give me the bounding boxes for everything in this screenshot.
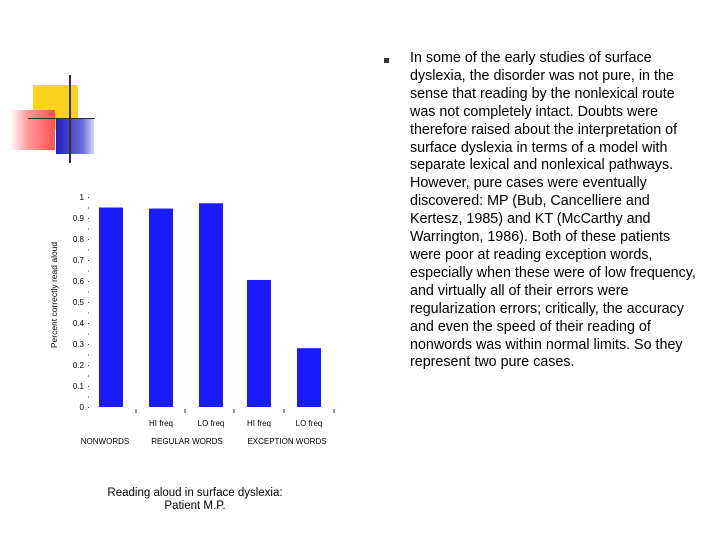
y-minor-tick bbox=[88, 397, 89, 398]
x-tick-label: HI freq bbox=[246, 419, 272, 428]
y-tick-mark bbox=[88, 239, 89, 240]
bar-2 bbox=[149, 209, 173, 407]
y-tick-mark bbox=[88, 344, 89, 345]
y-tick-label: 0.7 bbox=[72, 256, 84, 265]
y-tick-mark bbox=[88, 323, 89, 324]
y-tick-label: 0.2 bbox=[72, 361, 84, 370]
y-tick-mark bbox=[88, 365, 89, 366]
bullet-text: In some of the early studies of surface dyslexia, the disorder was not pure, in the sense that reading by the nonlexical route was not completely intact. Doubts were therefore raised about the interpretation of surface dyslexia in terms of a model with separate lexical and nonlexical pathways. However, pure cases were eventually discovered: MP (Bub, Cancelliere and Kertesz, 1985) and KT (McCarthy and Warrington, 1986). Both of these patients were poor at reading exception words, especially when these were of low frequency, and virtually all of their errors were regularization errors; critically, the accuracy and even the speed of their reading of nonwords was within normal limits. So they represent two pure cases. bbox=[410, 50, 696, 371]
y-tick-label: 0 bbox=[79, 403, 84, 412]
y-minor-tick bbox=[88, 292, 89, 293]
y-tick-label: 0.1 bbox=[72, 382, 84, 391]
y-minor-tick bbox=[88, 334, 89, 335]
y-tick-mark bbox=[88, 281, 89, 282]
y-tick-mark bbox=[88, 197, 89, 198]
y-tick-label: 0.9 bbox=[72, 214, 84, 223]
y-minor-tick bbox=[88, 229, 89, 230]
bullet-marker bbox=[384, 58, 389, 63]
y-tick-label: 0.5 bbox=[72, 298, 84, 307]
bar-4 bbox=[247, 280, 271, 407]
x-tick-label: LO freq bbox=[197, 419, 225, 428]
y-minor-tick bbox=[88, 271, 89, 272]
chart-caption-line1: Reading aloud in surface dyslexia: bbox=[107, 487, 283, 499]
chart-caption-line2: Patient M.P. bbox=[164, 500, 226, 512]
x-group-label: EXCEPTION WORDS bbox=[247, 437, 327, 446]
bar-5 bbox=[297, 348, 321, 407]
bars bbox=[99, 203, 321, 407]
y-tick-label: 0.4 bbox=[72, 319, 84, 328]
bar-1 bbox=[99, 208, 123, 408]
y-axis-label: Percent correctly read aloud bbox=[49, 241, 59, 349]
bar-3 bbox=[199, 203, 223, 407]
y-minor-tick bbox=[88, 376, 89, 377]
y-tick-mark bbox=[88, 260, 89, 261]
y-minor-tick bbox=[88, 313, 89, 314]
y-tick-mark bbox=[88, 218, 89, 219]
y-minor-tick bbox=[88, 208, 89, 209]
y-tick-mark bbox=[88, 386, 89, 387]
y-tick-label: 0.3 bbox=[72, 340, 84, 349]
y-tick-label: 0.6 bbox=[72, 277, 84, 286]
x-axis bbox=[81, 409, 334, 446]
x-tick-label: LO freq bbox=[295, 419, 323, 428]
y-axis bbox=[73, 193, 89, 412]
y-tick-mark bbox=[88, 407, 89, 408]
x-group-label: REGULAR WORDS bbox=[151, 437, 223, 446]
y-minor-tick bbox=[88, 355, 89, 356]
x-tick-label: HI freq bbox=[148, 419, 174, 428]
x-group-label: NONWORDS bbox=[80, 437, 130, 446]
y-tick-label: 0.8 bbox=[72, 235, 84, 244]
y-minor-tick bbox=[88, 250, 89, 251]
y-tick-mark bbox=[88, 302, 89, 303]
y-tick-label: 1 bbox=[79, 193, 84, 202]
